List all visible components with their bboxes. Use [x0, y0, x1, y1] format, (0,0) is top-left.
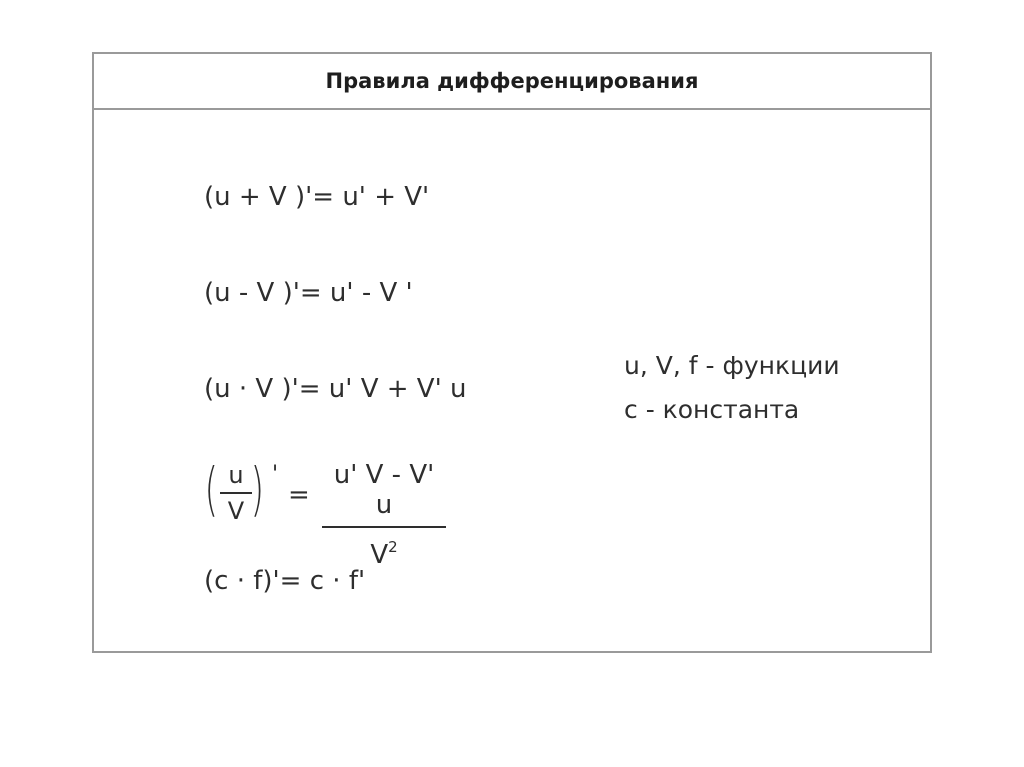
left-parenthesis: ( [204, 455, 219, 523]
right-parenthesis: ) [250, 455, 265, 523]
rhs-denominator-exponent: 2 [388, 538, 398, 556]
page-title: Правила дифференцирования [325, 69, 699, 93]
constant-rule: (c · f)'= c · f' [204, 566, 366, 596]
rhs-numerator: u' V - V' u [333, 460, 435, 520]
lhs-numerator: u [228, 461, 244, 489]
sum-rule: (u + V )'= u' + V' [204, 182, 430, 212]
content-frame [92, 52, 932, 653]
product-rule: (u · V )'= u' V + V' u [204, 374, 467, 404]
rhs-denominator-base: V [370, 540, 389, 570]
note-constant: c - константа [624, 395, 800, 424]
equals-sign: = [288, 480, 310, 510]
lhs-prime: ' [272, 462, 279, 487]
notes [624, 344, 840, 432]
rhs-fraction-bar [322, 526, 446, 528]
rhs-fraction [322, 460, 446, 570]
quotient-rule [200, 452, 460, 570]
difference-rule: (u - V )'= u' - V ' [204, 278, 413, 308]
note-functions: u, V, f - функции [624, 351, 840, 380]
rhs-denominator [370, 540, 397, 570]
lhs-fraction-bar [220, 492, 252, 494]
lhs-fraction [220, 460, 252, 526]
lhs-denominator: V [227, 497, 245, 525]
header [94, 54, 930, 110]
